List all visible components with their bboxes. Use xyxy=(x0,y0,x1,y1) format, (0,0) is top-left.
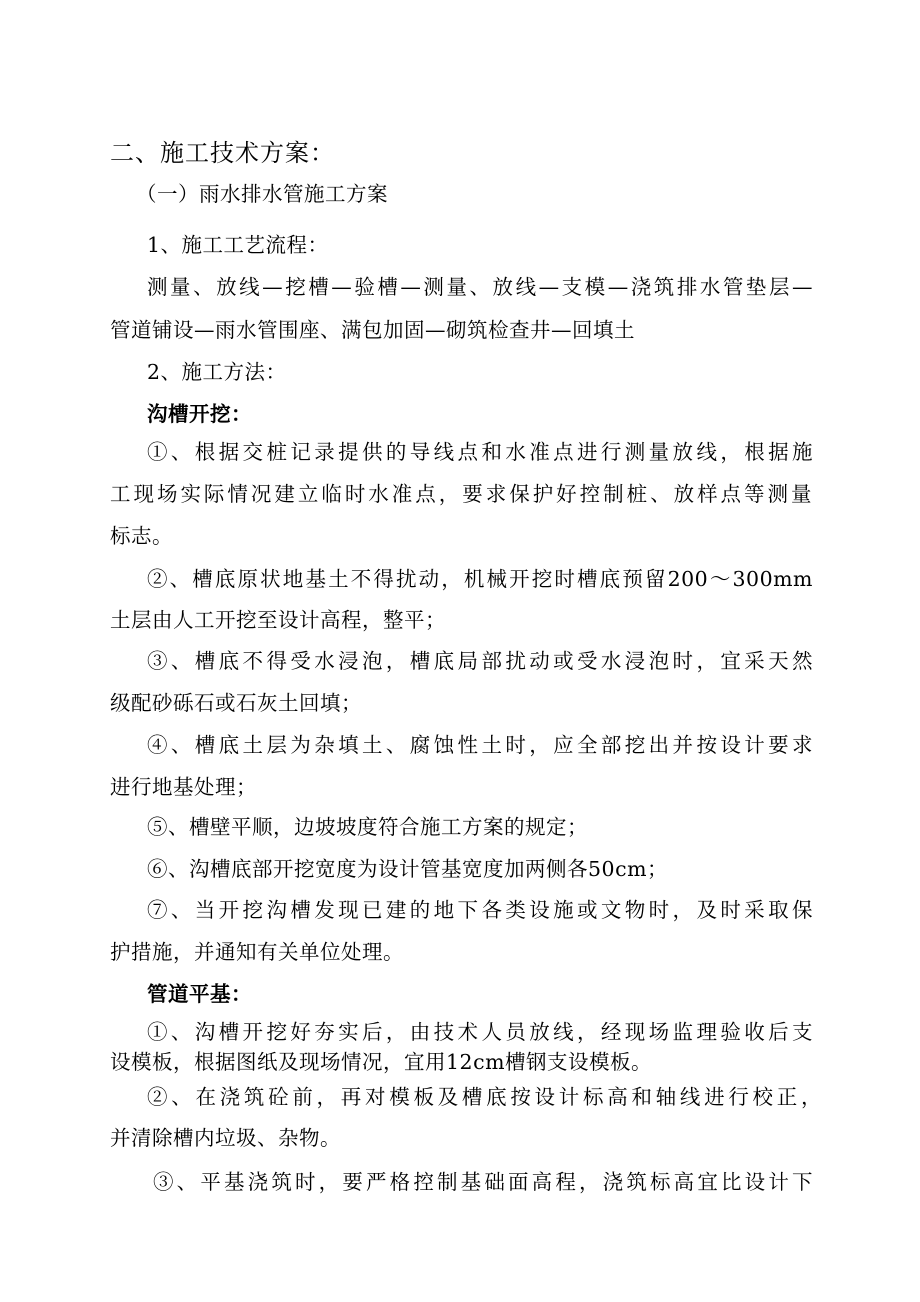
method-heading: 2、施工方法： xyxy=(147,360,287,384)
trench-heading: 沟槽开挖： xyxy=(147,402,252,426)
trench-line: ③、槽底不得受水浸泡，槽底局部扰动或受水浸泡时，宜采天然 xyxy=(147,649,813,673)
trench-line: 工现场实际情况建立临时水准点，要求保护好控制桩、放样点等测量 xyxy=(110,482,812,506)
trench-line: ⑦、当开挖沟槽发现已建的地下各类设施或文物时，及时采取保 xyxy=(147,898,813,922)
trench-line: ⑤、槽壁平顺，边坡坡度符合施工方案的规定； xyxy=(147,815,588,839)
trench-line: 级配砂砾石或石灰土回填； xyxy=(110,691,362,715)
process-line: 测量、放线—挖槽—验槽—测量、放线—支模—浇筑排水管垫层— xyxy=(147,275,813,299)
process-line: 管道铺设—雨水管围座、满包加固—砌筑检查井—回填土 xyxy=(110,318,635,342)
trench-line: ①、根据交桩记录提供的导线点和水准点进行测量放线，根据施 xyxy=(147,440,813,464)
pipe-line: ②、在浇筑砼前，再对模板及槽底按设计标高和轴线进行校正， xyxy=(147,1085,822,1109)
trench-line: 护措施，并通知有关单位处理。 xyxy=(110,940,404,964)
section-title: 二、施工技术方案： xyxy=(110,139,335,167)
process-heading: 1、施工工艺流程： xyxy=(147,233,329,257)
trench-line: 进行地基处理； xyxy=(110,775,257,799)
trench-line: ②、槽底原状地基土不得扰动，机械开挖时槽底预留200～300mm xyxy=(147,567,813,591)
pipe-line: ③、平基浇筑时，要严格控制基础面高程，浇筑标高宜比设计下 xyxy=(153,1170,813,1194)
trench-line: 土层由人工开挖至设计高程，整平； xyxy=(110,608,446,632)
trench-line: 标志。 xyxy=(110,524,173,548)
pipe-line: ①、沟槽开挖好夯实后，由技术人员放线，经现场监理验收后支 xyxy=(147,1020,813,1044)
pipe-line: 设模板，根据图纸及现场情况，宜用12cm槽钢支设模板。 xyxy=(110,1050,653,1074)
pipe-heading: 管道平基： xyxy=(147,982,252,1006)
pipe-line: 并清除槽内垃圾、杂物。 xyxy=(110,1126,341,1150)
subsection-title: （一）雨水排水管施工方案 xyxy=(136,182,388,206)
trench-line: ④、槽底土层为杂填土、腐蚀性土时，应全部挖出并按设计要求 xyxy=(147,733,813,757)
trench-line: ⑥、沟槽底部开挖宽度为设计管基宽度加两侧各50cm； xyxy=(147,857,669,881)
